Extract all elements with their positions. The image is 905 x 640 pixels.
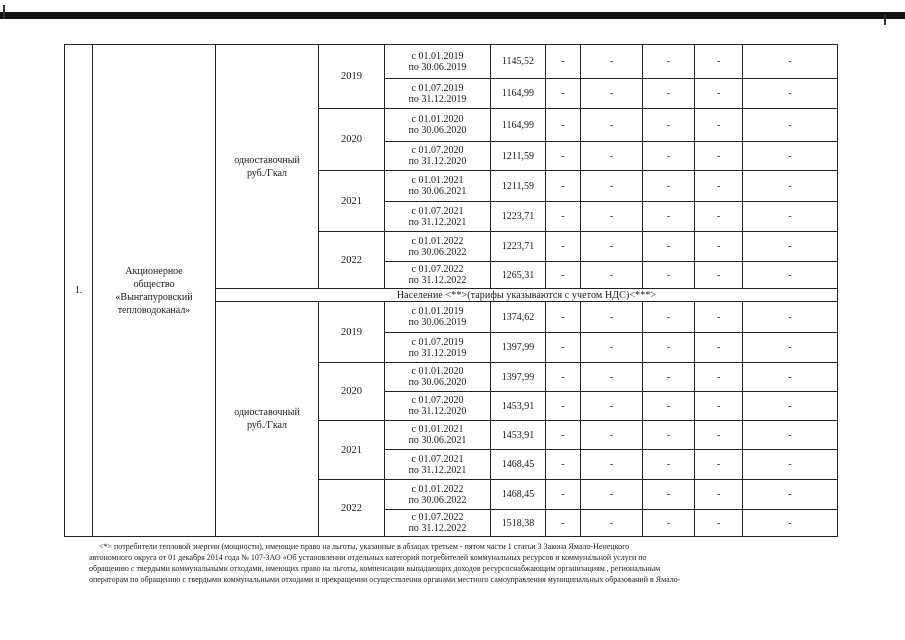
scan-edge-mark — [3, 5, 5, 19]
empty-value-dash: - — [695, 109, 743, 142]
period-cell — [385, 333, 491, 363]
year-cell: 2019 — [319, 45, 385, 109]
empty-value-dash: - — [546, 45, 581, 79]
empty-value-dash: - — [581, 392, 643, 421]
period-from: с 01.07.2019 — [411, 82, 464, 94]
period-to: по 31.12.2019 — [408, 93, 467, 105]
tariff-type-line: руб./Гкал — [246, 420, 288, 431]
tariff-value: 1453,91 — [491, 392, 546, 421]
tariff-value: 1164,99 — [491, 109, 546, 142]
empty-value-dash: - — [643, 363, 695, 392]
period-from: с 01.01.2020 — [411, 114, 464, 125]
empty-value-dash: - — [743, 171, 838, 202]
period-from: с 01.07.2022 — [411, 512, 464, 523]
population-header: Население <**>(тарифы указываются с учетом НДС)<***> — [216, 289, 838, 302]
footnote-line: операторам по обращению с твердыми коммунальными отходами и прекращении осуществления органами местного самоуправления муниципальных образований в Ямало- — [89, 575, 681, 584]
empty-value-dash: - — [695, 142, 743, 171]
period-to: по 31.12.2022 — [408, 275, 467, 286]
period-cell — [385, 421, 491, 450]
empty-value-dash: - — [581, 142, 643, 171]
empty-value-dash: - — [581, 79, 643, 109]
period-from: с 01.07.2021 — [411, 205, 464, 217]
period-cell — [385, 262, 491, 289]
empty-value-dash: - — [546, 262, 581, 289]
empty-value-dash: - — [743, 202, 838, 232]
tariff-table — [64, 44, 838, 537]
footnote-line: <*> потребители тепловой энергии (мощности), имеющие право на льготы, указанные в абзацах третьем - пятом части 1 статьи 3 Закона Ямало-Ненецкого — [99, 542, 630, 551]
empty-value-dash: - — [695, 333, 743, 363]
tariff-value: 1145,52 — [491, 45, 546, 79]
year-cell: 2019 — [319, 302, 385, 363]
period-to: по 31.12.2021 — [408, 464, 467, 476]
organization-line: общество — [133, 278, 175, 290]
empty-value-dash: - — [695, 480, 743, 510]
empty-value-dash: - — [743, 262, 838, 289]
period-to: по 30.06.2021 — [408, 435, 467, 446]
year-cell: 2021 — [319, 171, 385, 232]
empty-value-dash: - — [546, 79, 581, 109]
empty-value-dash: - — [643, 109, 695, 142]
empty-value-dash: - — [581, 232, 643, 262]
organization-line: Акционерное — [125, 265, 183, 277]
year-cell: 2020 — [319, 363, 385, 421]
empty-value-dash: - — [546, 392, 581, 421]
empty-value-dash: - — [581, 109, 643, 142]
empty-value-dash: - — [643, 202, 695, 232]
period-cell — [385, 480, 491, 510]
period-cell — [385, 202, 491, 232]
period-to: по 30.06.2019 — [408, 317, 467, 328]
empty-value-dash: - — [695, 510, 743, 537]
period-from: с 01.01.2020 — [411, 366, 464, 377]
period-from: с 01.01.2022 — [411, 483, 464, 495]
period-cell — [385, 450, 491, 480]
organization-line: «Вынгапуровский — [115, 291, 193, 303]
table-row — [65, 45, 838, 79]
tariff-value: 1265,31 — [491, 262, 546, 289]
year-cell: 2022 — [319, 232, 385, 289]
period-to: по 30.06.2019 — [408, 61, 467, 73]
tariff-value: 1211,59 — [491, 142, 546, 171]
empty-value-dash: - — [643, 302, 695, 333]
empty-value-dash: - — [643, 392, 695, 421]
empty-value-dash: - — [695, 421, 743, 450]
period-from: с 01.01.2019 — [411, 306, 464, 317]
empty-value-dash: - — [546, 363, 581, 392]
empty-value-dash: - — [743, 232, 838, 262]
tariff-value: 1518,38 — [491, 510, 546, 537]
empty-value-dash: - — [695, 45, 743, 79]
page-top-border — [0, 12, 905, 19]
period-from: с 01.07.2020 — [411, 145, 464, 156]
tariff-value: 1397,99 — [491, 363, 546, 392]
empty-value-dash: - — [743, 45, 838, 79]
empty-value-dash: - — [581, 333, 643, 363]
period-to: по 31.12.2019 — [408, 347, 467, 359]
tariff-type — [216, 302, 319, 537]
period-cell — [385, 392, 491, 421]
tariff-value: 1164,99 — [491, 79, 546, 109]
empty-value-dash: - — [743, 510, 838, 537]
empty-value-dash: - — [743, 392, 838, 421]
empty-value-dash: - — [743, 480, 838, 510]
tariff-value: 1211,59 — [491, 171, 546, 202]
footnote-line: автономного округа от 01 декабря 2014 года № 107-ЗАО «Об установлении отдельных категорий потребителей коммунальных ресурсов и коммунальной услуги по — [89, 553, 647, 562]
empty-value-dash: - — [695, 202, 743, 232]
period-to: по 30.06.2020 — [408, 377, 467, 388]
empty-value-dash: - — [643, 333, 695, 363]
empty-value-dash: - — [546, 232, 581, 262]
empty-value-dash: - — [581, 302, 643, 333]
empty-value-dash: - — [743, 302, 838, 333]
empty-value-dash: - — [643, 171, 695, 202]
tariff-type — [216, 45, 319, 289]
empty-value-dash: - — [643, 79, 695, 109]
empty-value-dash: - — [695, 363, 743, 392]
period-from: с 01.01.2022 — [411, 235, 464, 247]
period-from: с 01.07.2019 — [411, 336, 464, 348]
empty-value-dash: - — [643, 421, 695, 450]
empty-value-dash: - — [695, 79, 743, 109]
year-cell: 2021 — [319, 421, 385, 480]
period-to: по 31.12.2021 — [408, 216, 467, 228]
period-cell — [385, 232, 491, 262]
tariff-value: 1468,45 — [491, 480, 546, 510]
empty-value-dash: - — [546, 510, 581, 537]
period-cell — [385, 109, 491, 142]
empty-value-dash: - — [546, 480, 581, 510]
period-from: с 01.07.2020 — [411, 395, 464, 406]
organization-name — [93, 45, 216, 537]
footnote — [89, 541, 837, 585]
period-to: по 30.06.2022 — [408, 246, 467, 258]
empty-value-dash: - — [546, 142, 581, 171]
period-from: с 01.07.2021 — [411, 453, 464, 465]
period-cell — [385, 510, 491, 537]
organization-line: тепловодоканал» — [117, 304, 191, 316]
period-from: с 01.01.2019 — [411, 50, 464, 62]
empty-value-dash: - — [581, 450, 643, 480]
period-cell — [385, 363, 491, 392]
empty-value-dash: - — [695, 171, 743, 202]
empty-value-dash: - — [581, 510, 643, 537]
empty-value-dash: - — [546, 202, 581, 232]
period-to: по 30.06.2021 — [408, 186, 467, 197]
empty-value-dash: - — [546, 421, 581, 450]
empty-value-dash: - — [581, 171, 643, 202]
empty-value-dash: - — [581, 363, 643, 392]
period-from: с 01.01.2021 — [411, 175, 464, 186]
empty-value-dash: - — [743, 109, 838, 142]
empty-value-dash: - — [643, 480, 695, 510]
tariff-type-line: одноставочный — [234, 407, 300, 418]
empty-value-dash: - — [643, 45, 695, 79]
empty-value-dash: - — [743, 79, 838, 109]
empty-value-dash: - — [546, 109, 581, 142]
period-cell — [385, 142, 491, 171]
empty-value-dash: - — [743, 142, 838, 171]
empty-value-dash: - — [643, 142, 695, 171]
year-cell: 2022 — [319, 480, 385, 537]
empty-value-dash: - — [546, 333, 581, 363]
period-to: по 31.12.2020 — [408, 156, 467, 167]
tariff-type-line: руб./Гкал — [246, 167, 288, 179]
empty-value-dash: - — [643, 450, 695, 480]
empty-value-dash: - — [581, 262, 643, 289]
empty-value-dash: - — [546, 171, 581, 202]
tariff-value: 1374,62 — [491, 302, 546, 333]
empty-value-dash: - — [695, 450, 743, 480]
period-cell — [385, 45, 491, 79]
empty-value-dash: - — [643, 262, 695, 289]
empty-value-dash: - — [695, 392, 743, 421]
period-from: с 01.07.2022 — [411, 264, 464, 275]
empty-value-dash: - — [581, 480, 643, 510]
period-cell — [385, 79, 491, 109]
tariff-value: 1468,45 — [491, 450, 546, 480]
empty-value-dash: - — [743, 363, 838, 392]
period-to: по 30.06.2022 — [408, 494, 467, 506]
period-to: по 30.06.2020 — [408, 125, 467, 136]
tariff-type-line: одноставочный — [234, 154, 300, 166]
tariff-value: 1453,91 — [491, 421, 546, 450]
empty-value-dash: - — [546, 302, 581, 333]
empty-value-dash: - — [581, 202, 643, 232]
period-from: с 01.01.2021 — [411, 424, 464, 435]
tariff-value: 1223,71 — [491, 202, 546, 232]
empty-value-dash: - — [743, 450, 838, 480]
period-to: по 31.12.2022 — [408, 523, 467, 534]
empty-value-dash: - — [743, 421, 838, 450]
year-cell: 2020 — [319, 109, 385, 171]
empty-value-dash: - — [695, 262, 743, 289]
empty-value-dash: - — [546, 450, 581, 480]
period-cell — [385, 171, 491, 202]
tariff-value: 1397,99 — [491, 333, 546, 363]
empty-value-dash: - — [695, 302, 743, 333]
empty-value-dash: - — [581, 45, 643, 79]
empty-value-dash: - — [643, 232, 695, 262]
empty-value-dash: - — [695, 232, 743, 262]
tariff-value: 1223,71 — [491, 232, 546, 262]
footnote-line: обращению с твердыми коммунальными отходами, имеющих право на льготы, компенсации выпадающих доходов ресурсоснабжающим организациям , региональным — [89, 564, 661, 573]
period-cell — [385, 302, 491, 333]
period-to: по 31.12.2020 — [408, 406, 467, 417]
scan-edge-mark — [884, 15, 886, 25]
row-number: 1. — [65, 45, 93, 537]
empty-value-dash: - — [643, 510, 695, 537]
empty-value-dash: - — [743, 333, 838, 363]
empty-value-dash: - — [581, 421, 643, 450]
